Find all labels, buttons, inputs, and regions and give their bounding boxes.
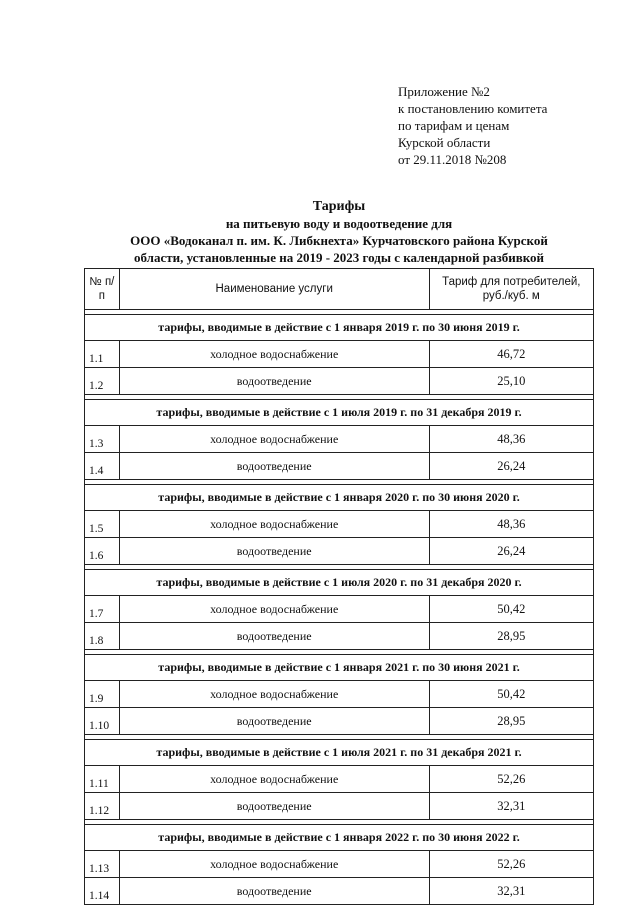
row-number: 1.12 [85,793,120,820]
tariff-value: 48,36 [429,426,593,453]
tariff-value: 52,26 [429,851,593,878]
tariff-value: 28,95 [429,623,593,650]
tariff-table-body [85,310,594,905]
title-line: на питьевую воду и водоотведение для [225,216,453,231]
row-number: 1.6 [85,538,120,565]
tariff-value: 26,24 [429,538,593,565]
row-number: 1.4 [85,453,120,480]
period-row [85,825,594,851]
tariff-value: 28,95 [429,708,593,735]
tariff-value: 26,24 [429,453,593,480]
table-row [85,453,594,480]
period-label: тарифы, вводимые в действие с 1 июля 2021 г. по 31 декабря 2021 г. [85,740,594,766]
table-row [85,708,594,735]
service-name: холодное водоснабжение [119,426,429,453]
title-line: Тарифы [312,199,366,214]
period-label: тарифы, вводимые в действие с 1 июля 2020 г. по 31 декабря 2020 г. [85,570,594,596]
period-row [85,655,594,681]
appendix-line: по тарифам и ценам [398,118,510,133]
period-label: тарифы, вводимые в действие с 1 января 2019 г. по 30 июня 2019 г. [85,315,594,341]
service-name: водоотведение [119,878,429,905]
appendix-line: от 29.11.2018 №208 [398,152,507,167]
row-number: 1.11 [85,766,120,793]
tariff-table [84,268,594,905]
table-row [85,596,594,623]
service-name: холодное водоснабжение [119,596,429,623]
row-number: 1.5 [85,511,120,538]
service-name: водоотведение [119,368,429,395]
table-header-row [85,269,594,310]
appendix-line: Приложение №2 [398,84,490,99]
tariff-value: 50,42 [429,681,593,708]
appendix-block [398,83,547,168]
table-row [85,538,594,565]
table-row [85,851,594,878]
title-line: ООО «Водоканал п. им. К. Либкнехта» Курчатовского района Курской [130,233,548,248]
row-number: 1.14 [85,878,120,905]
table-row [85,511,594,538]
service-name: холодное водоснабжение [119,341,429,368]
row-number: 1.10 [85,708,120,735]
service-name: холодное водоснабжение [119,681,429,708]
service-name: водоотведение [119,708,429,735]
row-number: 1.9 [85,681,120,708]
service-name: водоотведение [119,453,429,480]
header-price: Тариф для потребителей, руб./куб. м [429,269,593,310]
table-row [85,426,594,453]
tariff-value: 46,72 [429,341,593,368]
table-row [85,681,594,708]
tariff-value: 32,31 [429,878,593,905]
title-line: области, установленные на 2019 - 2023 годы с календарной разбивкой [133,250,545,265]
row-number: 1.1 [85,341,120,368]
tariff-value: 50,42 [429,596,593,623]
header-name: Наименование услуги [119,269,429,310]
row-number: 1.7 [85,596,120,623]
tariff-value: 52,26 [429,766,593,793]
row-number: 1.3 [85,426,120,453]
table-row [85,878,594,905]
service-name: водоотведение [119,793,429,820]
row-number: 1.8 [85,623,120,650]
period-label: тарифы, вводимые в действие с 1 июля 2019 г. по 31 декабря 2019 г. [85,400,594,426]
period-row [85,485,594,511]
row-number: 1.13 [85,851,120,878]
row-number: 1.2 [85,368,120,395]
period-row [85,315,594,341]
service-name: водоотведение [119,538,429,565]
table-row [85,766,594,793]
appendix-line: к постановлению комитета [398,101,548,116]
appendix-line: Курской области [398,135,491,150]
period-row [85,400,594,426]
document-title [84,198,594,266]
tariff-value: 48,36 [429,511,593,538]
period-label: тарифы, вводимые в действие с 1 января 2020 г. по 30 июня 2020 г. [85,485,594,511]
period-row [85,570,594,596]
tariff-value: 25,10 [429,368,593,395]
period-label: тарифы, вводимые в действие с 1 января 2021 г. по 30 июня 2021 г. [85,655,594,681]
table-row [85,341,594,368]
period-row [85,740,594,766]
service-name: водоотведение [119,623,429,650]
tariff-value: 32,31 [429,793,593,820]
table-row [85,368,594,395]
service-name: холодное водоснабжение [119,766,429,793]
service-name: холодное водоснабжение [119,511,429,538]
header-num: № п/п [85,269,120,310]
period-label: тарифы, вводимые в действие с 1 января 2022 г. по 30 июня 2022 г. [85,825,594,851]
table-row [85,793,594,820]
service-name: холодное водоснабжение [119,851,429,878]
table-row [85,623,594,650]
